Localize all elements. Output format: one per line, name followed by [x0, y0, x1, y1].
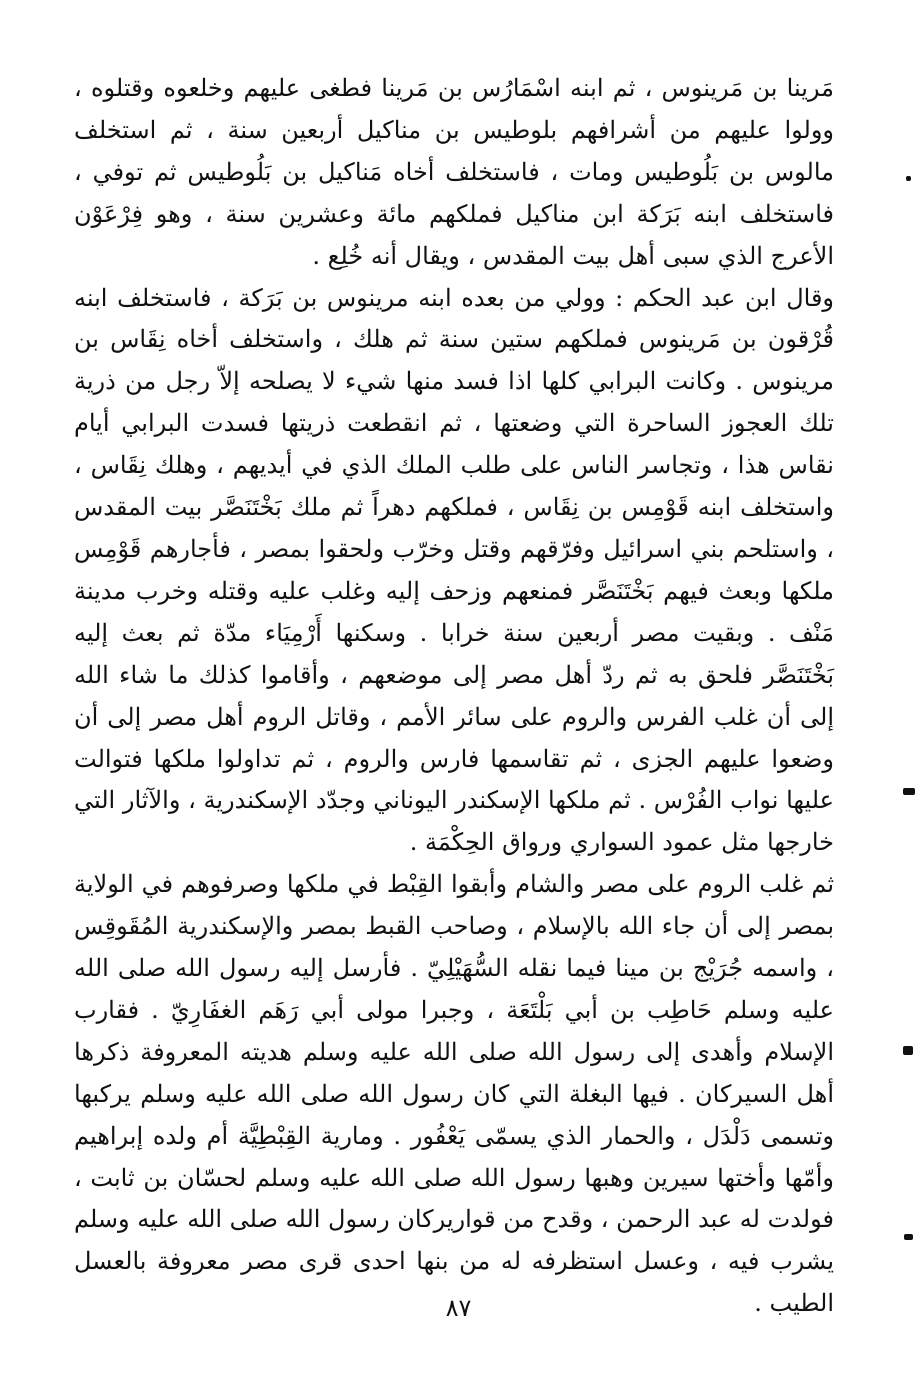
scan-mark: [904, 1234, 913, 1240]
scan-mark: [903, 788, 915, 795]
paragraph: ثم غلب الروم على مصر والشام وأبقوا القِبْط في ملكها وصرفوهم في الولاية بمصر إلى أن جاء الله بالإسلام ، وصاحب القبط بمصر والإسكندرية المُقَوقِس ، واسمه جُرَيْج بن مينا فيما نقله السُّهَيْلِيّ . فأرسل إليه رسول الله صلى الله عليه وسلم حَاطِب بن أبي بَلْتَعَة ، وجبرا مولى أبي رَهَم الغفَارِيّ . فقارب الإسلام وأهدى إلى رسول الله صلى الله عليه وسلم هديته المعروفة ذكرها أهل السيركان . فيها البغلة التي كان رسول الله صلى الله عليه وسلم يركبها وتسمى دَلْدَل ، والحمار الذي يسمّى يَعْفُور . ومارية القِبْطِيَّة أم ولده إبراهيم وأمّها وأختها سيرين وهبها رسول الله صلى الله عليه وسلم لحسّان بن ثابت ، فولدت له عبد الرحمن ، وقدح من قواريركان رسول الله صلى الله عليه وسلم يشرب فيه ، وعسل استظرفه له من بنها احدى قرى مصر معروفة بالعسل الطيب .: [74, 870, 835, 1318]
page-number: ٨٧: [445, 1294, 472, 1322]
scan-mark: [903, 1046, 913, 1055]
paragraph: وقال ابن عبد الحكم : وولي من بعده ابنه مرينوس بن بَرَكة ، فاستخلف ابنه قُرْقون بن مَرينوس فملكهم ستين سنة ثم هلك ، واستخلف أخاه نِقَاس بن مرينوس . وكانت البرابي كلها اذا فسد منها شيء لا يصلحه إلاّ رجل من ذرية تلك العجوز الساحرة التي وضعتها ، ثم انقطعت ذريتها فسدت البرابي أيام نقاس هذا ، وتجاسر الناس على طلب الملك الذي في أيديهم ، وهلك نِقَاس ، واستخلف ابنه قَوْمِس بن نِقَاس ، فملكهم دهراً ثم ملك بَخْتَنَصَّر بيت المقدس ، واستلحم بني اسرائيل وفرّقهم وقتل وخرّب ولحقوا بمصر ، فأجارهم قَوْمِس ملكها وبعث فيهم بَخْتَنَصَّر فمنعهم وزحف إليه وغلب عليه وقتله وخرب مدينة مَنْف . وبقيت مصر أربعين سنة خرابا . وسكنها أَرْمِيَاء مدّة ثم بعث إليه بَخْتَنَصَّر فلحق به ثم ردّ أهل مصر إلى موضعهم ، وأقاموا كذلك ما شاء الله إلى أن غلب الفرس والروم على سائر الأمم ، وقاتل الروم أهل مصر إلى أن وضعوا عليهم الجزى ، ثم تقاسمها فارس والروم ، ثم تداولوا ملكها فتوالت عليها نواب الفُرْس . ثم ملكها الإسكندر اليوناني وجدّد الإسكندرية ، والآثار التي خارجها مثل عمود السواري ورواق الحِكْمَة .: [74, 283, 834, 857]
paragraph: مَرينا بن مَرينوس ، ثم ابنه اسْمَارُس بن مَرينا فطغى عليهم وخلعوه وقتلوه ، وولوا عليهم من أشرافهم بلوطيس بن مناكيل أربعين سنة ، ثم استخلف مالوس بن بَلُوطيس ومات ، فاستخلف أخاه مَناكيل بن بَلُوطيس ثم توفي ، فاستخلف ابنه بَرَكة ابن مناكيل فملكهم مائة وعشرين سنة ، وهو فِرْعَوْن الأعرج الذي سبى أهل بيت المقدس ، ويقال أنه خُلِع .: [74, 74, 834, 270]
page-body-text: [74, 68, 834, 1325]
scan-mark: [906, 176, 911, 181]
